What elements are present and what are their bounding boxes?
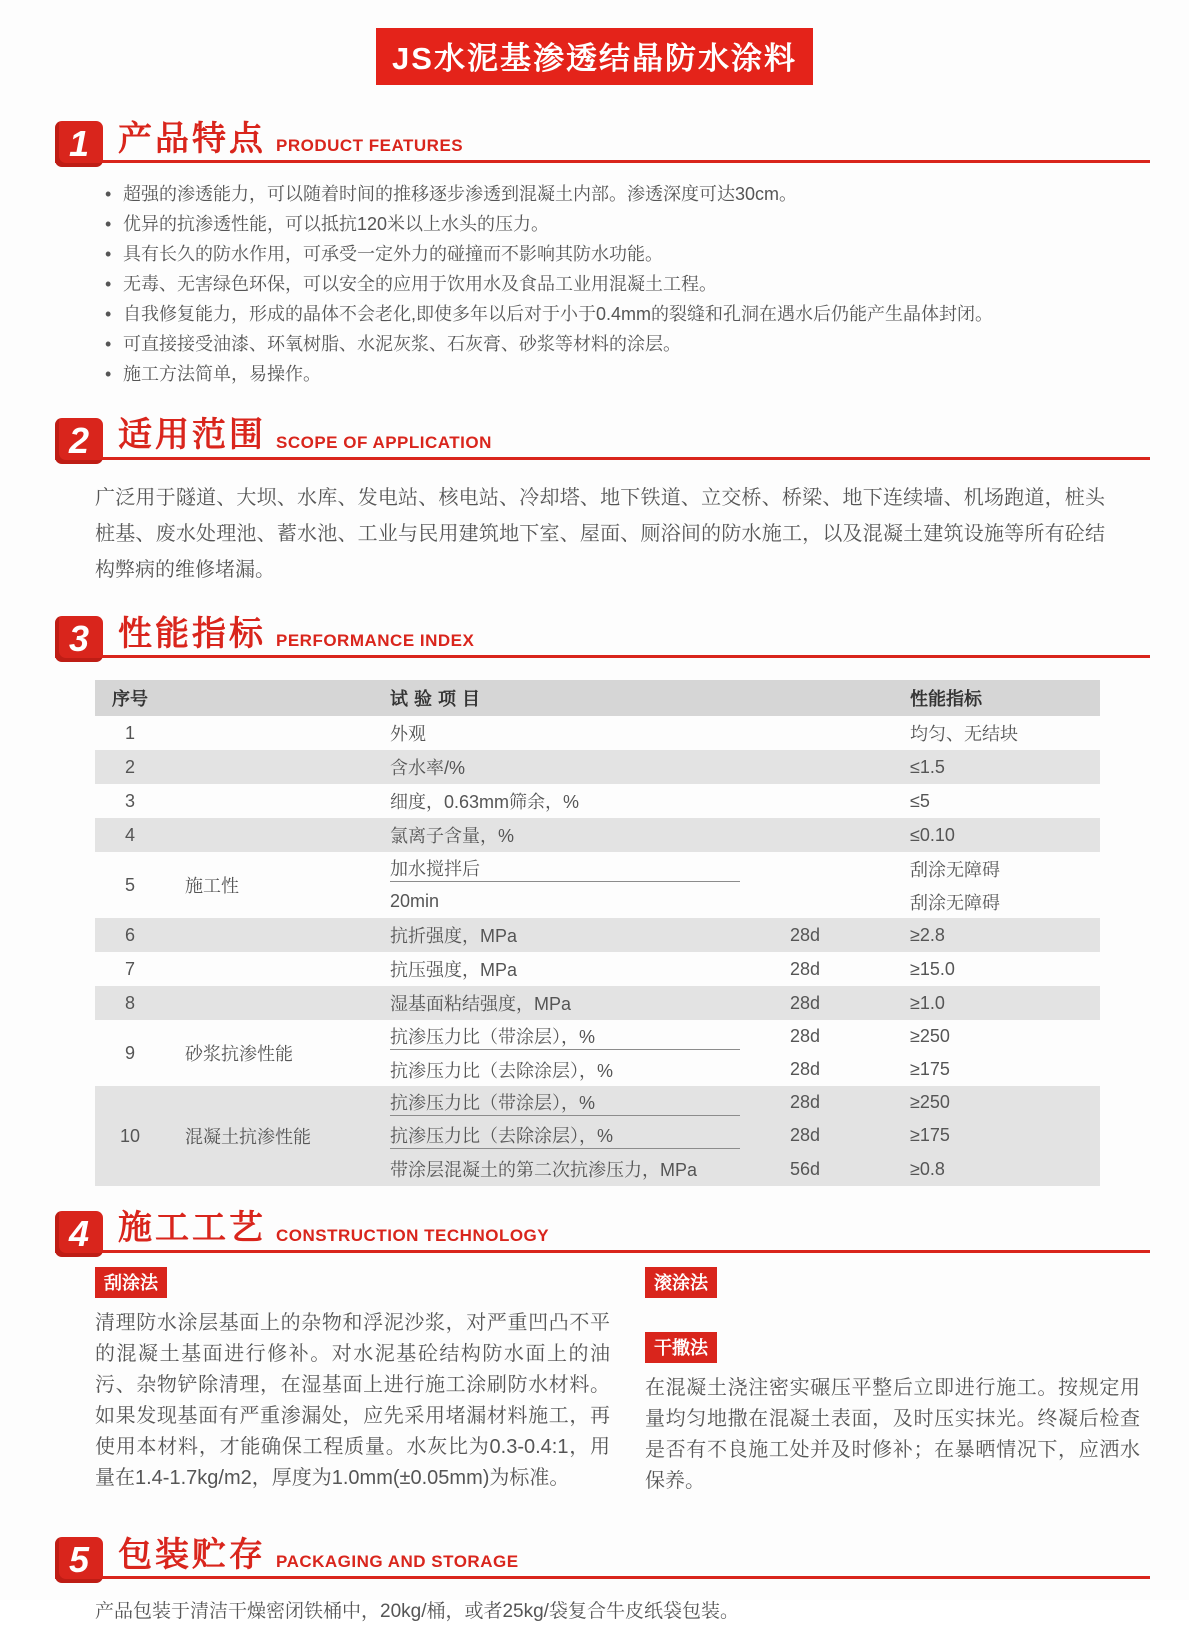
feature-item: • 施工方法简单，易操作。 <box>105 359 1150 389</box>
table-row: 2 含水率/% ≤1.5 <box>95 750 1100 784</box>
feature-list <box>105 179 1150 389</box>
section-number-badge: 4 <box>55 1211 103 1257</box>
section-subtitle: PRODUCT FEATURES <box>276 136 464 156</box>
packaging-paragraph: 产品包装于清洁干燥密闭铁桶中，20kg/桶，或者25kg/袋复合牛皮纸袋包装。 <box>95 1600 739 1622</box>
feature-item: • 可直接接受油漆、环氧树脂、水泥灰浆、石灰膏、砂浆等材料的涂层。 <box>105 329 1150 359</box>
section-number-badge: 1 <box>55 121 103 167</box>
header-item: 试验项目 <box>390 689 486 710</box>
section-construction-header <box>55 1210 1150 1252</box>
section-subtitle: PERFORMANCE INDEX <box>276 631 475 651</box>
feature-item: • 无毒、无害绿色环保，可以安全的应用于饮用水及食品工业用混凝土工程。 <box>105 269 1150 299</box>
table-row: 4 氯离子含量，% ≤0.10 <box>95 818 1100 852</box>
section-title: 性能指标 <box>118 614 266 653</box>
section-subtitle: CONSTRUCTION TECHNOLOGY <box>276 1225 550 1245</box>
table-row: 9 砂浆抗渗性能 抗渗压力比（带涂层），% 28d ≥250 抗渗压力比（去除涂层），% 28d ≥175 <box>95 1020 1100 1086</box>
table-row: 5 施工性 加水搅拌后 刮涂无障碍 20min 刮涂无障碍 <box>95 852 1100 918</box>
feature-item: • 优异的抗渗透性能，可以抵抗120米以上水头的压力。 <box>105 209 1150 239</box>
roll-dry-method-column <box>645 1267 1140 1497</box>
banner-wrap <box>0 0 1189 85</box>
section-title: 施工工艺 <box>118 1209 266 1248</box>
performance-table <box>95 680 1100 1186</box>
header-no: 序号 <box>112 689 148 710</box>
section-title: 包装贮存 <box>118 1535 266 1574</box>
section-subtitle: PACKAGING AND STORAGE <box>276 1551 519 1571</box>
feature-item: • 具有长久的防水作用，可承受一定外力的碰撞而不影响其防水功能。 <box>105 239 1150 269</box>
table-row: 3 细度，0.63mm筛余，% ≤5 <box>124 790 930 813</box>
section-performance-header <box>55 616 1150 658</box>
table-row: 6 抗折强度，MPa 28d ≥2.8 <box>95 918 1100 952</box>
section-number-badge: 2 <box>55 418 103 464</box>
section-title: 产品特点 <box>118 120 266 158</box>
section-number-badge: 5 <box>55 1537 103 1583</box>
scrape-method-text: 清理防水涂层基面上的杂物和浮泥沙浆，对严重凹凸不平的混凝土基面进行修补。对水泥基砼结构防水面上的油污、杂物铲除清理，在湿基面上进行施工涂刷防水材料。如果发现基面有严重渗漏处，应先采用堵漏材料施工，再使用本材料，才能确保工程质量。水灰比为0.3-0.4:1，用量在1.4-1.7kg/m2，厚度为1.0mm(±0.05mm)为标准。 <box>95 1311 610 1489</box>
table-header-row <box>95 680 1100 716</box>
dry-method-badge: 干撒法 <box>645 1332 717 1363</box>
construction-methods <box>95 1267 1140 1497</box>
feature-item: • 超强的渗透能力，可以随着时间的推移逐步渗透到混凝土内部。渗透深度可达30cm。 <box>105 179 1150 209</box>
scope-paragraph: 广泛用于隧道、大坝、水库、发电站、核电站、冷却塔、地下铁道、立交桥、桥梁、地下连续墙、机场跑道，桩头桩基、废水处理池、蓄水池、工业与民用建筑地下室、屋面、厕浴间的防水施工，以及混凝土建筑设施等所有砼结构弊病的维修堵漏。 <box>95 486 1105 581</box>
table-row: 10 混凝土抗渗性能 抗渗压力比（带涂层），% 28d ≥250 抗渗压力比（去除涂层），% 28d ≥175 带涂层混凝土的第二次抗渗压力，MPa 56d ≥0.8 <box>95 1086 1100 1186</box>
section-subtitle: SCOPE OF APPLICATION <box>276 432 492 452</box>
section-number-badge: 3 <box>55 616 103 662</box>
doc-title-banner: JS水泥基渗透结晶防水涂料 <box>376 28 813 85</box>
feature-item: • 自我修复能力，形成的晶体不会老化,即使多年以后对于小于0.4mm的裂缝和孔洞在遇水后仍能产生晶体封闭。 <box>105 299 1150 329</box>
roll-method-badge: 滚涂法 <box>645 1267 717 1298</box>
table-row: 8 湿基面粘结强度，MPa 28d ≥1.0 <box>95 986 1100 1020</box>
scrape-method-column <box>95 1267 610 1497</box>
section-title: 适用范围 <box>118 416 266 455</box>
dry-method-text: 在混凝土浇注密实碾压平整后立即进行施工。按规定用量均匀地撒在混凝土表面，及时压实抹光。终凝后检查是否有不良施工处并及时修补；在暴晒情况下，应洒水保养。 <box>645 1376 1140 1492</box>
scrape-method-badge: 刮涂法 <box>95 1267 167 1298</box>
table-row: 1 外观 均匀、无结块 <box>124 722 1018 745</box>
header-index: 性能指标 <box>910 689 982 710</box>
table-row: 7 抗压强度，MPa 28d ≥15.0 <box>124 958 955 981</box>
section-features-header <box>55 121 1150 163</box>
section-packaging-header <box>55 1537 1150 1579</box>
section-scope-header <box>55 417 1150 459</box>
